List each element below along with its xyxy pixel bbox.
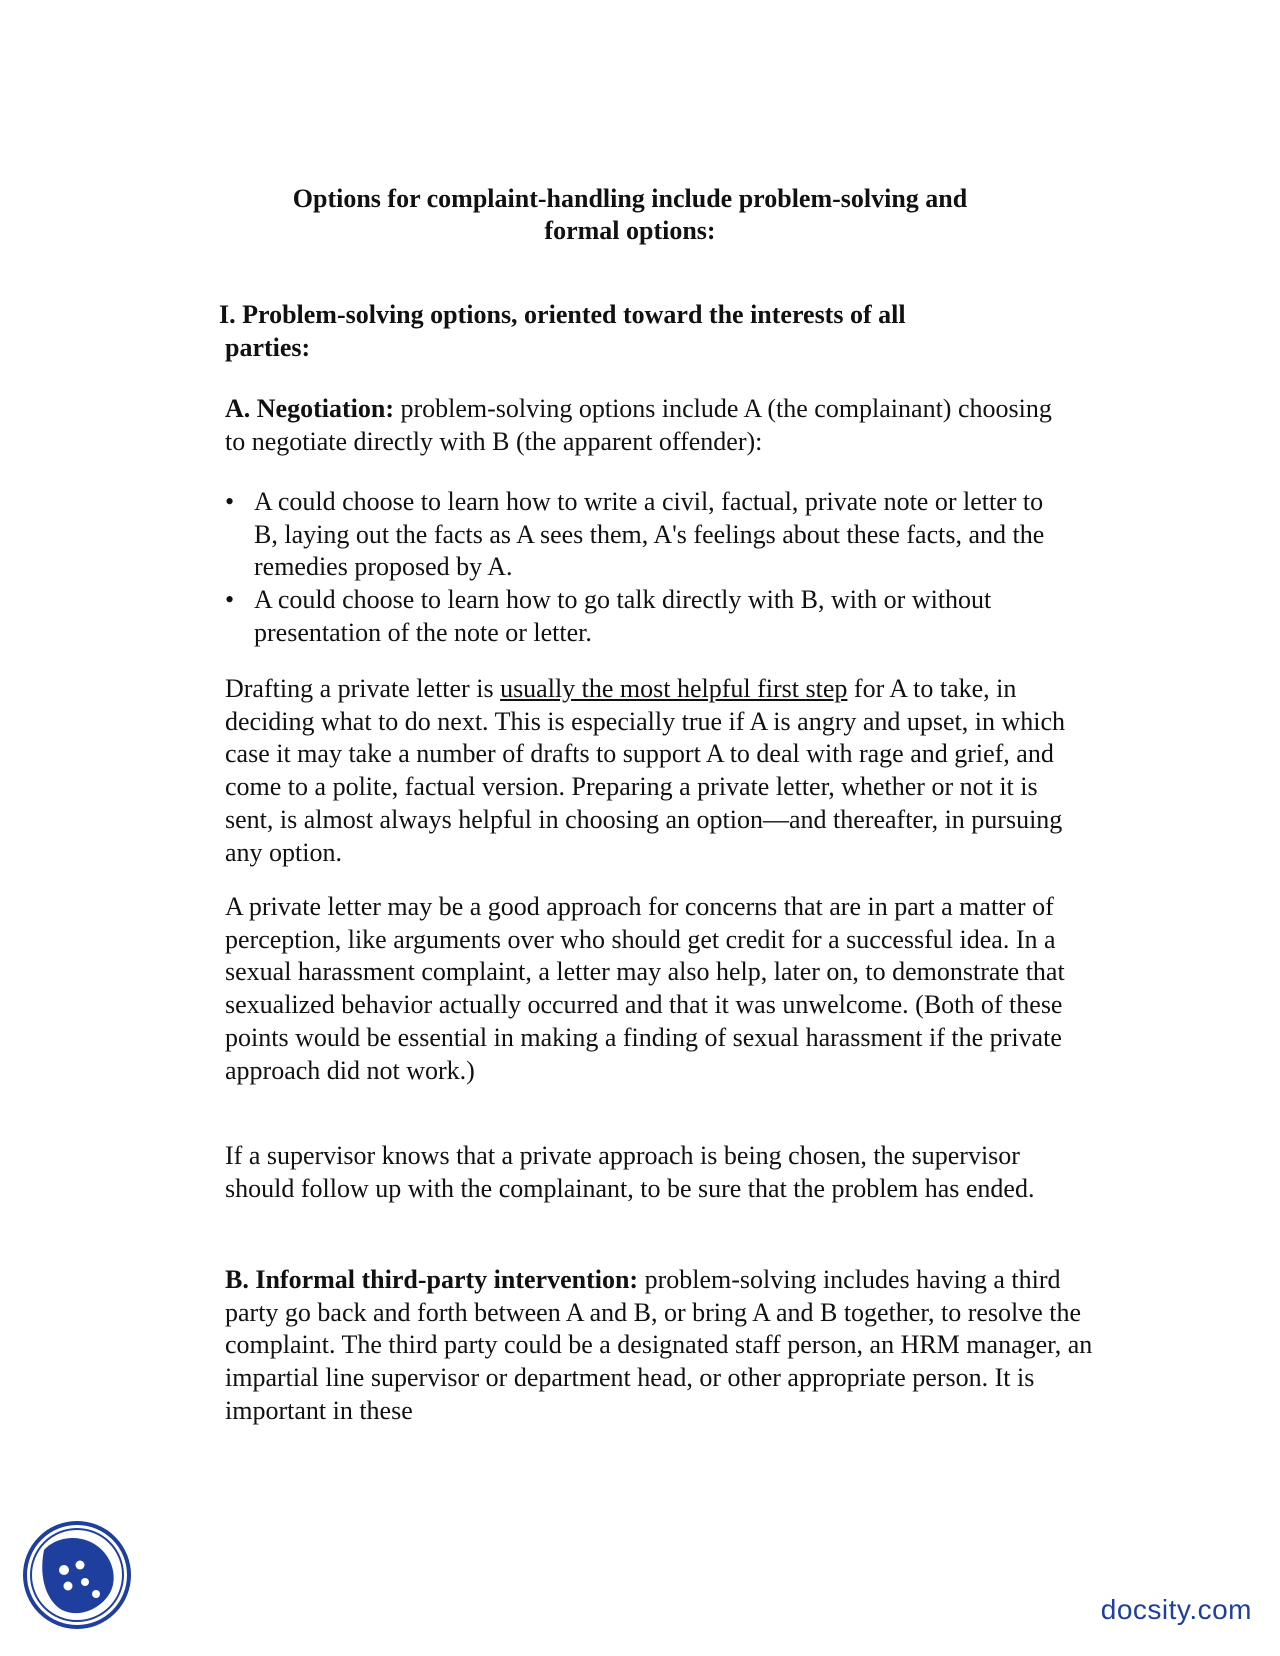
docsity-logo-icon bbox=[22, 1520, 132, 1630]
drafting-text-before: Drafting a private letter is bbox=[225, 674, 501, 703]
informal-intervention-paragraph bbox=[225, 1264, 1097, 1428]
options-bullet-list bbox=[225, 486, 1055, 650]
list-item bbox=[225, 486, 1055, 584]
informal-intervention-text: problem-solving includes having a third party go back and forth between A and B, or bring A and B together, to resolve the complaint. The third party could be a designated staff person, an HRM manager, an impartial line supervisor or department head, or other appropriate person. It is important in these bbox=[225, 1265, 1093, 1425]
bullet-icon: • bbox=[225, 487, 235, 516]
private-letter-paragraph: A private letter may be a good approach for concerns that are in part a matter of perception, like arguments over who should get credit for a successful idea. In a sexual harassment complaint, a letter may also help, later on, to demonstrate that sexualized behavior actually occurred and that it was unwelcome. (Both of these points would be essential in making a finding of sexual harassment if the private approach did not work.) bbox=[225, 892, 1065, 1085]
informal-intervention-label: B. Informal third-party intervention: bbox=[225, 1265, 639, 1294]
bullet-text: A could choose to learn how to go talk directly with B, with or without presentation of the note or letter. bbox=[254, 585, 992, 647]
list-item bbox=[225, 584, 1055, 649]
document-title bbox=[240, 183, 1020, 247]
drafting-text-after: for A to take, in deciding what to do next. This is especially true if A is angry and upset, in which case it may take a number of drafts to support A to deal with rage and grief, and come to a polite, factual version. Preparing a private letter, whether or not it is sent, is almost always helpful in choosing an option—and thereafter, in pursuing any option. bbox=[225, 674, 1066, 867]
drafting-underlined-text: usually the most helpful first step bbox=[500, 674, 848, 703]
negotiation-text: problem-solving options include A (the complainant) choosing to negotiate directly with B (the apparent offender): bbox=[225, 394, 1052, 456]
bullet-icon: • bbox=[225, 585, 235, 615]
negotiation-paragraph bbox=[225, 393, 1075, 458]
bullet-text: A could choose to learn how to write a civil, factual, private note or letter to B, laying out the facts as A sees them, A's feelings about these facts, and the remedies proposed by A. bbox=[254, 487, 1045, 582]
drafting-paragraph bbox=[225, 673, 1075, 869]
supervisor-paragraph: If a supervisor knows that a private approach is being chosen, the supervisor should follow up with the complainant, to be sure that the problem has ended. bbox=[225, 1141, 1035, 1203]
negotiation-label: A. Negotiation: bbox=[225, 394, 394, 423]
title-line-2: formal options: bbox=[544, 216, 716, 245]
title-line-1: Options for complaint-handling include problem-solving and bbox=[292, 184, 968, 213]
section-heading-problem-solving bbox=[219, 299, 1089, 364]
section-heading-line-2: parties: bbox=[225, 332, 311, 362]
section-heading-line-1: I. Problem-solving options, oriented toward the interests of all bbox=[219, 300, 906, 329]
docsity-brand-text[interactable]: docsity.com bbox=[1100, 1594, 1252, 1625]
